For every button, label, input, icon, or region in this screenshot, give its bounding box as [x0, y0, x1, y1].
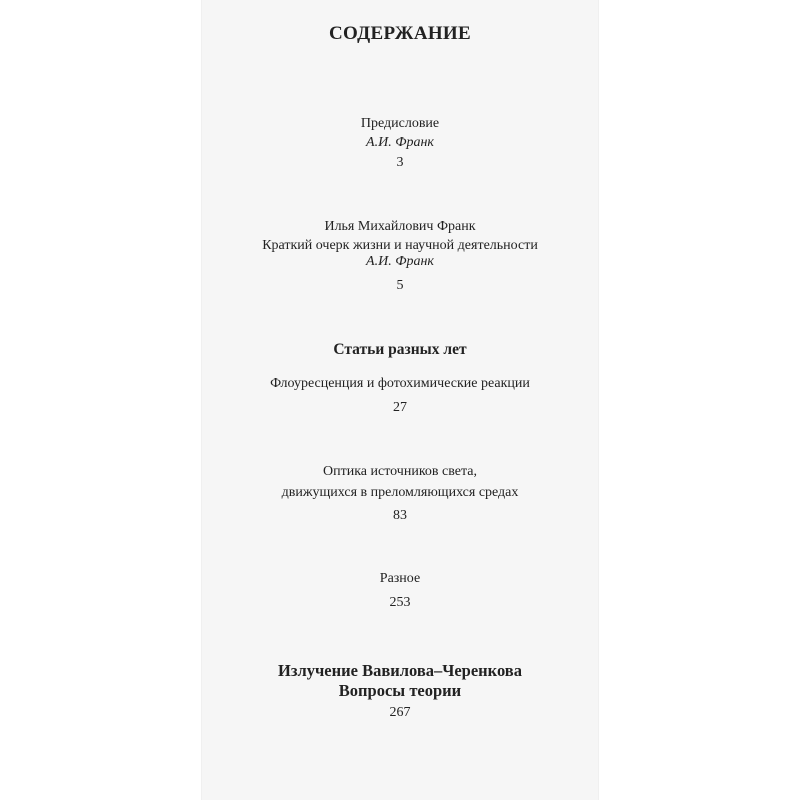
entry-optics-page: 83 — [393, 508, 407, 523]
entry-misc-page: 253 — [389, 595, 411, 610]
entry-biography-title-line1: Илья Михайлович Франк — [324, 219, 476, 234]
section-heading-articles: Статьи разных лет — [333, 341, 467, 358]
entry-preface-page: 3 — [396, 155, 404, 170]
entry-preface-title: Предисловие — [360, 116, 440, 131]
entry-biography-page: 5 — [396, 278, 404, 293]
entry-misc-title: Разное — [379, 571, 421, 586]
entry-biography-author: А.И. Франк — [366, 254, 434, 269]
entry-optics-title-line1: Оптика источников света, — [323, 464, 477, 479]
section-heading-radiation-line1: Излучение Вавилова–Черенкова — [278, 661, 522, 680]
entry-biography-title-line2: Краткий очерк жизни и научной деятельности — [262, 238, 538, 253]
entry-optics-title-line2: движущихся в преломляющихся средах — [281, 485, 519, 500]
entry-fluorescence-page: 27 — [393, 400, 407, 415]
section-heading-radiation-line2: Вопросы теории — [338, 681, 462, 700]
toc-title: СОДЕРЖАНИЕ — [329, 23, 471, 44]
entry-preface-author: А.И. Франк — [366, 135, 434, 150]
book-page — [202, 0, 598, 800]
entry-fluorescence-title: Флоуресценция и фотохимические реакции — [270, 376, 530, 391]
section-radiation-page: 267 — [389, 705, 411, 720]
